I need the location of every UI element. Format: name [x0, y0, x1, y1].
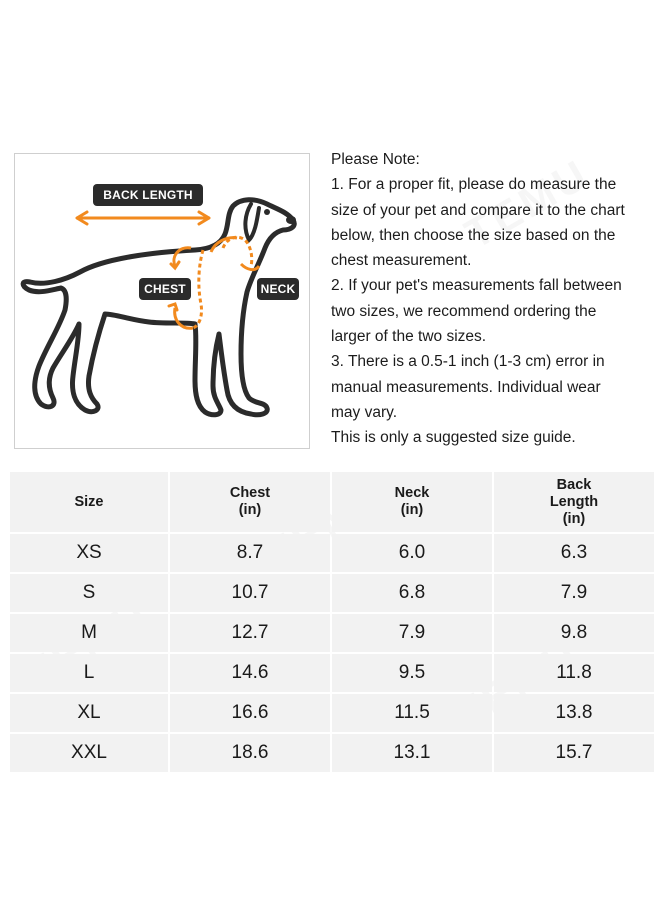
notes-line: size of your pet and compare it to the chart [331, 201, 625, 219]
cell-back: 11.8 [494, 654, 654, 692]
cell-back: 7.9 [494, 574, 654, 612]
header-size: Size [10, 472, 168, 532]
cell-back: 9.8 [494, 614, 654, 652]
notes-line: below, then choose the size based on the [331, 226, 616, 244]
cell-back: 13.8 [494, 694, 654, 732]
notes-line: 2. If your pet's measurements fall between [331, 277, 622, 295]
notes-text [331, 147, 656, 451]
cell-size: M [10, 614, 168, 652]
notes-line: larger of the two sizes. [331, 328, 487, 346]
cell-neck: 6.0 [332, 534, 492, 572]
cell-back: 15.7 [494, 734, 654, 772]
chest-label: CHEST [139, 278, 191, 300]
cell-size: XS [10, 534, 168, 572]
cell-chest: 16.6 [170, 694, 330, 732]
notes-line: 1. For a proper fit, please do measure the [331, 176, 617, 194]
table-row [10, 534, 654, 572]
notes-heading: Please Note: [331, 151, 420, 168]
cell-chest: 18.6 [170, 734, 330, 772]
cell-size: XL [10, 694, 168, 732]
notes-line: 3. There is a 0.5-1 inch (1-3 cm) error in [331, 353, 605, 371]
notes-line: may vary. [331, 403, 398, 421]
size-chart-table [8, 470, 656, 774]
measurement-diagram [14, 153, 310, 449]
cell-neck: 6.8 [332, 574, 492, 612]
notes-line: chest measurement. [331, 252, 472, 270]
header-neck: Neck (in) [332, 472, 492, 532]
notes-line: This is only a suggested size guide. [331, 429, 576, 447]
table-row [10, 654, 654, 692]
notes-line: two sizes, we recommend ordering the [331, 302, 597, 320]
cell-chest: 14.6 [170, 654, 330, 692]
cell-back: 6.3 [494, 534, 654, 572]
notes-line: manual measurements. Individual wear [331, 378, 601, 396]
table-row [10, 574, 654, 612]
cell-size: L [10, 654, 168, 692]
table-row [10, 614, 654, 652]
header-back-length: Back Length (in) [494, 472, 654, 532]
cell-chest: 10.7 [170, 574, 330, 612]
cell-chest: 8.7 [170, 534, 330, 572]
cell-neck: 7.9 [332, 614, 492, 652]
header-chest: Chest (in) [170, 472, 330, 532]
table-row [10, 734, 654, 772]
back-length-label: BACK LENGTH [93, 184, 203, 206]
neck-label: NECK [257, 278, 299, 300]
table-header-row [10, 472, 654, 532]
table-row [10, 694, 654, 732]
cell-neck: 11.5 [332, 694, 492, 732]
cell-neck: 13.1 [332, 734, 492, 772]
cell-neck: 9.5 [332, 654, 492, 692]
cell-size: XXL [10, 734, 168, 772]
cell-size: S [10, 574, 168, 612]
cell-chest: 12.7 [170, 614, 330, 652]
